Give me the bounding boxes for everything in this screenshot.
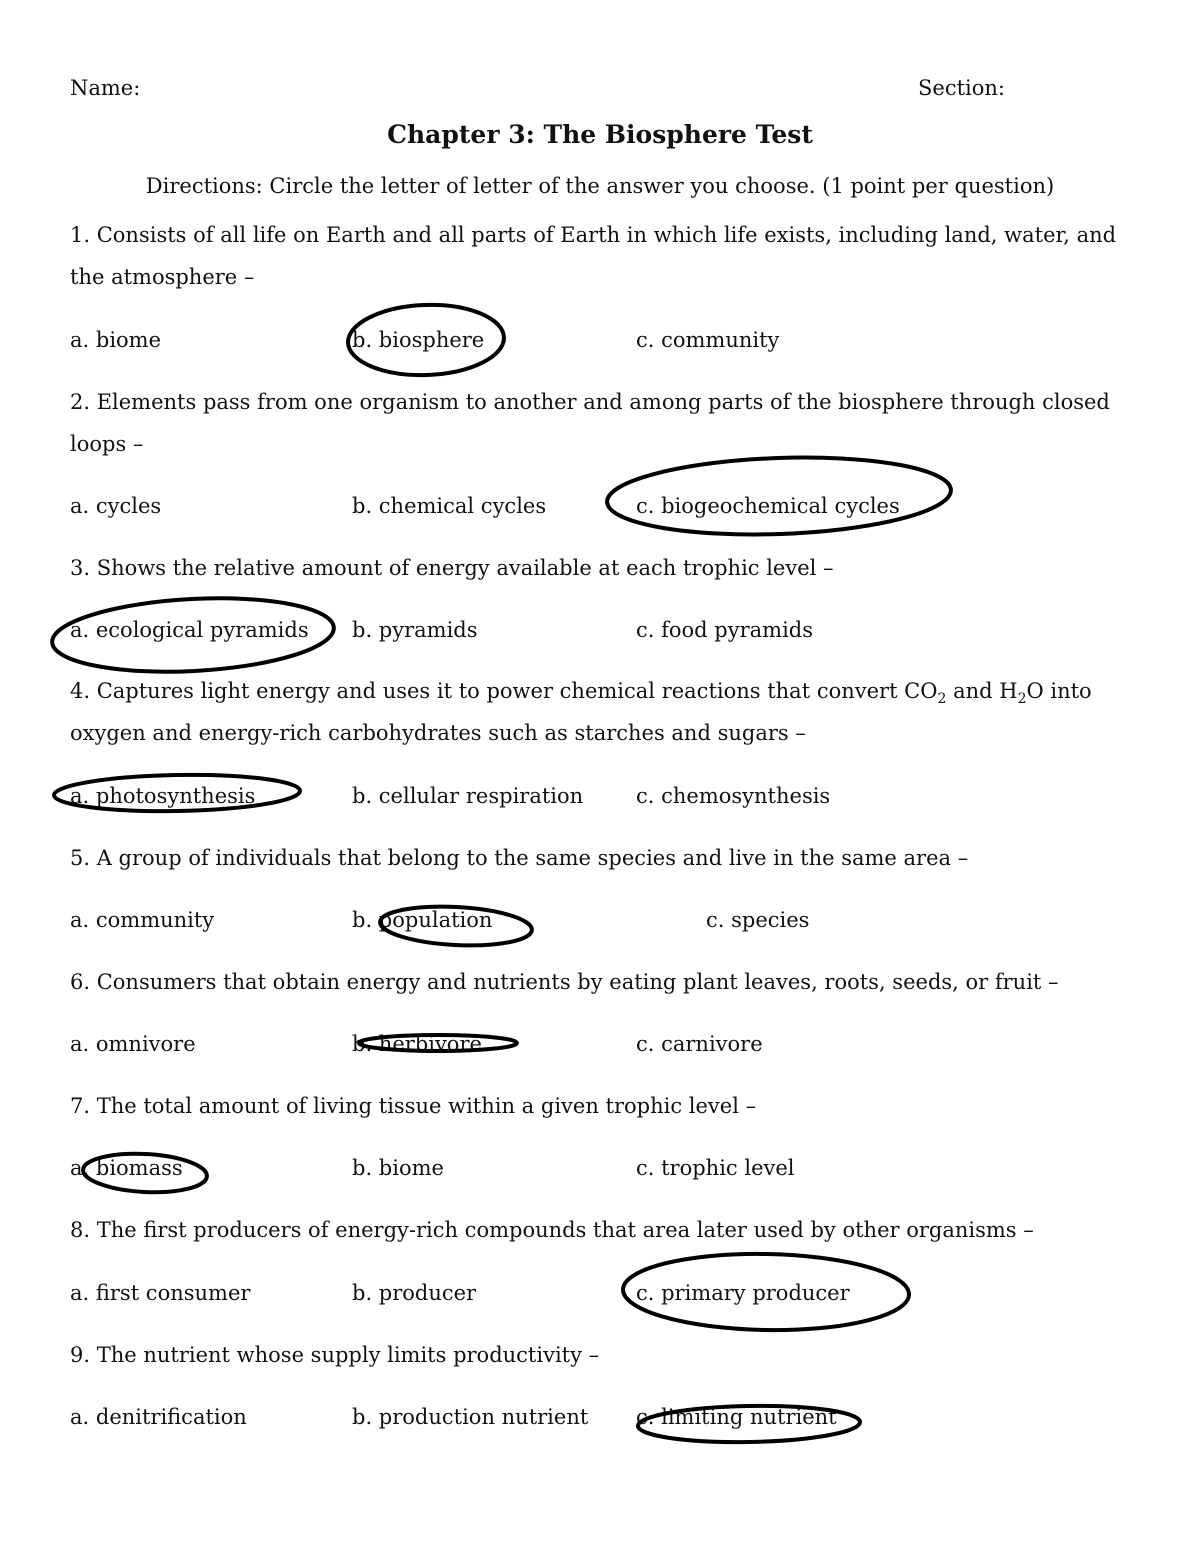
q9-choice-a[interactable]: a. denitrification xyxy=(70,1405,247,1429)
q2-choice-c[interactable]: c. biogeochemical cycles xyxy=(636,494,900,518)
q5-choice-b[interactable]: b. population xyxy=(352,908,493,932)
q1-choice-c[interactable]: c. community xyxy=(636,328,780,352)
q4-choice-a[interactable]: a. photosynthesis xyxy=(70,784,256,808)
q9-choice-b[interactable]: b. production nutrient xyxy=(352,1405,589,1429)
q4-text-3: O into oxygen and energy-rich carbohydrates such as starches and sugars – xyxy=(70,679,1092,745)
q3-choice-c[interactable]: c. food pyramids xyxy=(636,618,814,642)
question-6-prompt: 6. Consumers that obtain energy and nutrients by eating plant leaves, roots, seeds, or fruit – xyxy=(70,970,1059,994)
question-7-prompt: 7. The total amount of living tissue within a given trophic level – xyxy=(70,1094,757,1118)
q4-text-2: and H xyxy=(946,679,1018,703)
name-label: Name: xyxy=(70,76,141,100)
q6-choice-c[interactable]: c. carnivore xyxy=(636,1032,763,1056)
q8-choice-b[interactable]: b. producer xyxy=(352,1281,477,1305)
q1-choice-b[interactable]: b. biosphere xyxy=(352,328,485,352)
q4-sub-2: 2 xyxy=(1017,691,1027,708)
q7-choice-c[interactable]: c. trophic level xyxy=(636,1156,795,1180)
q8-choice-a[interactable]: a. first consumer xyxy=(70,1281,251,1305)
q6-choice-b[interactable]: b. herbivore xyxy=(352,1032,482,1056)
q4-text-1: 4. Captures light energy and uses it to power chemical reactions that convert CO xyxy=(70,679,938,703)
section-label: Section: xyxy=(918,76,1005,100)
question-8-prompt: 8. The first producers of energy-rich compounds that area later used by other organisms – xyxy=(70,1218,1034,1242)
page-title: Chapter 3: The Biosphere Test xyxy=(387,120,813,149)
q7-choice-a[interactable]: a. biomass xyxy=(70,1156,183,1180)
q9-choice-c[interactable]: c. limiting nutrient xyxy=(636,1405,837,1429)
q6-choice-a[interactable]: a. omnivore xyxy=(70,1032,196,1056)
q2-choice-a[interactable]: a. cycles xyxy=(70,494,162,518)
q1-choice-a[interactable]: a. biome xyxy=(70,328,162,352)
q7-choice-b[interactable]: b. biome xyxy=(352,1156,444,1180)
q3-choice-b[interactable]: b. pyramids xyxy=(352,618,478,642)
question-4-prompt xyxy=(70,670,1140,754)
q5-choice-a[interactable]: a. community xyxy=(70,908,215,932)
q3-choice-a[interactable]: a. ecological pyramids xyxy=(70,618,309,642)
directions: Directions: Circle the letter of letter of the answer you choose. (1 point per question) xyxy=(145,174,1055,198)
q4-choice-c[interactable]: c. chemosynthesis xyxy=(636,784,831,808)
q2-choice-b[interactable]: b. chemical cycles xyxy=(352,494,547,518)
question-5-prompt: 5. A group of individuals that belong to the same species and live in the same area – xyxy=(70,846,969,870)
q5-choice-c[interactable]: c. species xyxy=(706,908,810,932)
q8-choice-c[interactable]: c. primary producer xyxy=(636,1281,850,1305)
question-3-prompt: 3. Shows the relative amount of energy available at each trophic level – xyxy=(70,556,834,580)
question-9-prompt: 9. The nutrient whose supply limits productivity – xyxy=(70,1343,600,1367)
question-1-prompt: 1. Consists of all life on Earth and all parts of Earth in which life exists, including land, water, and the atmosphere – xyxy=(70,223,1117,289)
question-2-prompt: 2. Elements pass from one organism to another and among parts of the biosphere through closed loops – xyxy=(70,390,1110,456)
q4-sub-1: 2 xyxy=(937,691,947,708)
q4-choice-b[interactable]: b. cellular respiration xyxy=(352,784,584,808)
